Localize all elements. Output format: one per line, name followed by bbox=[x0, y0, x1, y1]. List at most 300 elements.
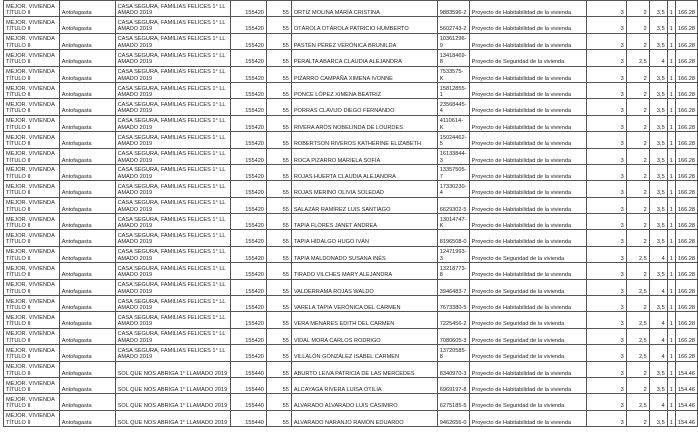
region-cell: Antofagasta bbox=[59, 214, 115, 230]
family-count-cell: 55 bbox=[266, 33, 291, 49]
project-type-cell: Proyecto de Seguridad de la vivienda bbox=[469, 394, 586, 410]
amount-cell: 166.28 bbox=[675, 66, 697, 82]
project-type-cell: Proyecto de Seguridad de la vivienda bbox=[469, 279, 586, 295]
value-b-cell: 2,5 bbox=[626, 345, 649, 361]
program-cell: MEJOR. VIVIENDA TÍTULO II bbox=[4, 148, 60, 164]
rut-cell: 4110614-K bbox=[437, 115, 469, 131]
value-a-cell: 3 bbox=[586, 33, 626, 49]
rut-cell: 13218773-8 bbox=[437, 263, 469, 279]
region-cell: Antofagasta bbox=[59, 197, 115, 213]
region-cell: Antofagasta bbox=[59, 312, 115, 328]
amount-cell: 166.28 bbox=[675, 148, 697, 164]
program-cell: MEJOR. VIVIENDA TÍTULO II bbox=[4, 214, 60, 230]
program-cell: MEJOR. VIVIENDA TÍTULO II bbox=[4, 181, 60, 197]
project-code-cell: 155440 bbox=[231, 377, 267, 393]
value-a-cell: 3 bbox=[586, 246, 626, 262]
family-count-cell: 55 bbox=[266, 246, 291, 262]
amount-cell: 166.28 bbox=[675, 296, 697, 312]
beneficiary-name-cell: VILLALÓN GONZÁLEZ ISABEL CARMEN bbox=[291, 345, 437, 361]
project-code-cell: 155440 bbox=[231, 361, 267, 377]
region-cell: Antofagasta bbox=[59, 377, 115, 393]
amount-cell: 154.46 bbox=[675, 377, 697, 393]
beneficiary-name-cell: TIRADO VILCHES MARY ALEJANDRA bbox=[291, 263, 437, 279]
program-cell: MEJOR. VIVIENDA TÍTULO II bbox=[4, 132, 60, 148]
table-row bbox=[4, 214, 698, 230]
project-name-cell: SOL QUE NOS ABRIGA 1° LLAMADO 2019 bbox=[115, 361, 230, 377]
beneficiary-name-cell: VARELA TAPIA VERÓNICA DEL CARMEN bbox=[291, 296, 437, 312]
rut-cell: 13357505-7 bbox=[437, 164, 469, 180]
family-count-cell: 55 bbox=[266, 345, 291, 361]
project-type-cell: Proyecto de Habitabilidad de la vivienda bbox=[469, 66, 586, 82]
value-a-cell: 3 bbox=[586, 410, 626, 426]
program-cell: MEJOR. VIVIENDA TÍTULO II bbox=[4, 115, 60, 131]
program-cell: MEJOR. VIVIENDA TÍTULO II bbox=[4, 50, 60, 66]
value-c-cell: 4 bbox=[649, 50, 667, 66]
family-count-cell: 55 bbox=[266, 410, 291, 426]
program-cell: MEJOR. VIVIENDA TÍTULO II bbox=[4, 197, 60, 213]
beneficiary-name-cell: PONCE LÓPEZ XIMENA BEATRIZ bbox=[291, 82, 437, 98]
project-code-cell: 155440 bbox=[231, 394, 267, 410]
beneficiary-name-cell: VIDAL MORA CARLOS RODRIGO bbox=[291, 328, 437, 344]
program-cell: MEJOR. VIVIENDA TÍTULO II bbox=[4, 1, 60, 17]
value-a-cell: 3 bbox=[586, 66, 626, 82]
value-a-cell: 3 bbox=[586, 263, 626, 279]
project-name-cell: CASA SEGURA, FAMILIAS FELICES 1° LLAMADO 2019 bbox=[115, 50, 230, 66]
region-cell: Antofagasta bbox=[59, 33, 115, 49]
value-a-cell: 3 bbox=[586, 197, 626, 213]
value-d-cell: 1 bbox=[667, 99, 675, 115]
value-a-cell: 3 bbox=[586, 17, 626, 33]
table-row bbox=[4, 164, 698, 180]
project-name-cell: CASA SEGURA, FAMILIAS FELICES 1° LLAMADO 2019 bbox=[115, 312, 230, 328]
rut-cell: 23568445-4 bbox=[437, 99, 469, 115]
rut-cell: 10361296-9 bbox=[437, 33, 469, 49]
project-name-cell: CASA SEGURA, FAMILIAS FELICES 1° LLAMADO 2019 bbox=[115, 1, 230, 17]
project-type-cell: Proyecto de Habitabilidad de la vivienda bbox=[469, 82, 586, 98]
region-cell: Antofagasta bbox=[59, 361, 115, 377]
value-a-cell: 3 bbox=[586, 296, 626, 312]
value-d-cell: 1 bbox=[667, 312, 675, 328]
table-row bbox=[4, 99, 698, 115]
beneficiary-name-cell: ALVARADO NARANJO RAMÓN EDUARDO bbox=[291, 410, 437, 426]
family-count-cell: 55 bbox=[266, 263, 291, 279]
table-row bbox=[4, 312, 698, 328]
project-type-cell: Proyecto de Habitabilidad de la vivienda bbox=[469, 296, 586, 312]
value-a-cell: 3 bbox=[586, 115, 626, 131]
family-count-cell: 55 bbox=[266, 394, 291, 410]
project-code-cell: 155420 bbox=[231, 263, 267, 279]
project-name-cell: CASA SEGURA, FAMILIAS FELICES 1° LLAMADO 2019 bbox=[115, 33, 230, 49]
table-row bbox=[4, 296, 698, 312]
value-a-cell: 3 bbox=[586, 148, 626, 164]
value-c-cell: 3,5 bbox=[649, 132, 667, 148]
project-type-cell: Proyecto de Habitabilidad de la vivienda bbox=[469, 17, 586, 33]
value-d-cell: 1 bbox=[667, 1, 675, 17]
project-name-cell: CASA SEGURA, FAMILIAS FELICES 1° LLAMADO 2019 bbox=[115, 279, 230, 295]
value-c-cell: 3,5 bbox=[649, 164, 667, 180]
value-d-cell: 1 bbox=[667, 17, 675, 33]
family-count-cell: 55 bbox=[266, 115, 291, 131]
project-code-cell: 155420 bbox=[231, 312, 267, 328]
rut-cell: 13418469-8 bbox=[437, 50, 469, 66]
rut-cell: 9462656-0 bbox=[437, 410, 469, 426]
value-a-cell: 3 bbox=[586, 345, 626, 361]
beneficiary-name-cell: ROJAS MERINO OLIVIA SOLEDAD bbox=[291, 181, 437, 197]
beneficiary-name-cell: TAPIA MALDONADO SUSANA INÉS bbox=[291, 246, 437, 262]
table-row bbox=[4, 377, 698, 393]
value-c-cell: 3,5 bbox=[649, 33, 667, 49]
project-type-cell: Proyecto de Habitabilidad de la vivienda bbox=[469, 148, 586, 164]
project-type-cell: Proyecto de Seguridad de la vivienda bbox=[469, 328, 586, 344]
program-cell: MEJOR. VIVIENDA TÍTULO II bbox=[4, 377, 60, 393]
program-cell: MEJOR. VIVIENDA TÍTULO II bbox=[4, 328, 60, 344]
value-c-cell: 3,5 bbox=[649, 361, 667, 377]
program-cell: MEJOR. VIVIENDA TÍTULO II bbox=[4, 17, 60, 33]
value-d-cell: 1 bbox=[667, 361, 675, 377]
program-cell: MEJOR. VIVIENDA TÍTULO II bbox=[4, 230, 60, 246]
value-c-cell: 3,5 bbox=[649, 214, 667, 230]
project-code-cell: 155420 bbox=[231, 82, 267, 98]
project-name-cell: CASA SEGURA, FAMILIAS FELICES 1° LLAMADO 2019 bbox=[115, 296, 230, 312]
value-c-cell: 3,5 bbox=[649, 82, 667, 98]
rut-cell: 3946483-7 bbox=[437, 279, 469, 295]
rut-cell: 8340970-3 bbox=[437, 361, 469, 377]
rut-cell: 15812855-1 bbox=[437, 82, 469, 98]
beneficiary-name-cell: VALDERRAMA ROJAS WALDO bbox=[291, 279, 437, 295]
value-b-cell: 2,5 bbox=[626, 328, 649, 344]
amount-cell: 166.28 bbox=[675, 99, 697, 115]
value-a-cell: 3 bbox=[586, 132, 626, 148]
region-cell: Antofagasta bbox=[59, 394, 115, 410]
value-a-cell: 3 bbox=[586, 361, 626, 377]
value-a-cell: 3 bbox=[586, 82, 626, 98]
rut-cell: 13720585-8 bbox=[437, 345, 469, 361]
table-row bbox=[4, 328, 698, 344]
value-b-cell: 2 bbox=[626, 115, 649, 131]
program-cell: MEJOR. VIVIENDA TÍTULO II bbox=[4, 66, 60, 82]
region-cell: Antofagasta bbox=[59, 181, 115, 197]
project-name-cell: SOL QUE NOS ABRIGA 1° LLAMADO 2019 bbox=[115, 410, 230, 426]
beneficiary-name-cell: ALCAYAGA RIVERA LUISA OTILIA bbox=[291, 377, 437, 393]
family-count-cell: 55 bbox=[266, 66, 291, 82]
family-count-cell: 55 bbox=[266, 377, 291, 393]
program-cell: MEJOR. VIVIENDA TÍTULO II bbox=[4, 279, 60, 295]
region-cell: Antofagasta bbox=[59, 296, 115, 312]
project-name-cell: CASA SEGURA, FAMILIAS FELICES 1° LLAMADO 2019 bbox=[115, 17, 230, 33]
table-row bbox=[4, 394, 698, 410]
value-b-cell: 2,5 bbox=[626, 50, 649, 66]
project-code-cell: 155420 bbox=[231, 164, 267, 180]
program-cell: MEJOR. VIVIENDA TÍTULO II bbox=[4, 263, 60, 279]
value-b-cell: 2,5 bbox=[626, 394, 649, 410]
family-count-cell: 55 bbox=[266, 164, 291, 180]
value-c-cell: 4 bbox=[649, 394, 667, 410]
region-cell: Antofagasta bbox=[59, 82, 115, 98]
project-name-cell: CASA SEGURA, FAMILIAS FELICES 1° LLAMADO 2019 bbox=[115, 197, 230, 213]
program-cell: MEJOR. VIVIENDA TÍTULO II bbox=[4, 33, 60, 49]
value-c-cell: 3,5 bbox=[649, 181, 667, 197]
project-code-cell: 155420 bbox=[231, 181, 267, 197]
project-type-cell: Proyecto de Habitabilidad de la vivienda bbox=[469, 361, 586, 377]
value-c-cell: 4 bbox=[649, 345, 667, 361]
region-cell: Antofagasta bbox=[59, 328, 115, 344]
project-code-cell: 155420 bbox=[231, 99, 267, 115]
beneficiary-name-cell: TAPIA FLORES JANET ANDREA bbox=[291, 214, 437, 230]
region-cell: Antofagasta bbox=[59, 50, 115, 66]
rut-cell: 6969197-8 bbox=[437, 377, 469, 393]
table-row bbox=[4, 1, 698, 17]
rut-cell: 7673380-5 bbox=[437, 296, 469, 312]
project-type-cell: Proyecto de Habitabilidad de la vivienda bbox=[469, 99, 586, 115]
value-c-cell: 4 bbox=[649, 312, 667, 328]
value-b-cell: 2 bbox=[626, 132, 649, 148]
table-row bbox=[4, 50, 698, 66]
beneficiary-name-cell: TAPIA HIDALGO HUGO IVÁN bbox=[291, 230, 437, 246]
value-a-cell: 3 bbox=[586, 394, 626, 410]
amount-cell: 154.46 bbox=[675, 394, 697, 410]
value-c-cell: 3,5 bbox=[649, 1, 667, 17]
project-type-cell: Proyecto de Habitabilidad de la vivienda bbox=[469, 197, 586, 213]
value-a-cell: 3 bbox=[586, 328, 626, 344]
value-d-cell: 1 bbox=[667, 263, 675, 279]
value-d-cell: 1 bbox=[667, 164, 675, 180]
value-d-cell: 1 bbox=[667, 82, 675, 98]
program-cell: MEJOR. VIVIENDA TÍTULO II bbox=[4, 82, 60, 98]
table-row bbox=[4, 181, 698, 197]
project-name-cell: CASA SEGURA, FAMILIAS FELICES 1° LLAMADO 2019 bbox=[115, 82, 230, 98]
project-name-cell: CASA SEGURA, FAMILIAS FELICES 1° LLAMADO 2019 bbox=[115, 246, 230, 262]
value-b-cell: 2,5 bbox=[626, 279, 649, 295]
value-a-cell: 3 bbox=[586, 50, 626, 66]
project-type-cell: Proyecto de Habitabilidad de la vivienda bbox=[469, 214, 586, 230]
rut-cell: 6275185-5 bbox=[437, 394, 469, 410]
project-code-cell: 155420 bbox=[231, 115, 267, 131]
family-count-cell: 55 bbox=[266, 361, 291, 377]
project-type-cell: Proyecto de Habitabilidad de la vivienda bbox=[469, 115, 586, 131]
value-b-cell: 2 bbox=[626, 181, 649, 197]
project-code-cell: 155420 bbox=[231, 66, 267, 82]
table-row bbox=[4, 33, 698, 49]
value-d-cell: 1 bbox=[667, 345, 675, 361]
value-b-cell: 2 bbox=[626, 17, 649, 33]
family-count-cell: 55 bbox=[266, 181, 291, 197]
rut-cell: 5602743-2 bbox=[437, 17, 469, 33]
beneficiary-name-cell: OTÁROLA OTÁROLA PATRICIO HUMBERTO bbox=[291, 17, 437, 33]
value-b-cell: 2 bbox=[626, 214, 649, 230]
project-code-cell: 155440 bbox=[231, 410, 267, 426]
value-a-cell: 3 bbox=[586, 181, 626, 197]
value-c-cell: 3,5 bbox=[649, 66, 667, 82]
value-b-cell: 2 bbox=[626, 33, 649, 49]
project-type-cell: Proyecto de Habitabilidad de la vivienda bbox=[469, 132, 586, 148]
project-name-cell: CASA SEGURA, FAMILIAS FELICES 1° LLAMADO 2019 bbox=[115, 263, 230, 279]
program-cell: MEJOR. VIVIENDA TÍTULO II bbox=[4, 345, 60, 361]
value-d-cell: 1 bbox=[667, 246, 675, 262]
project-code-cell: 155420 bbox=[231, 230, 267, 246]
program-cell: MEJOR. VIVIENDA TÍTULO II bbox=[4, 164, 60, 180]
rut-cell: 16133844-3 bbox=[437, 148, 469, 164]
project-code-cell: 155420 bbox=[231, 214, 267, 230]
rut-cell: 12471993-3 bbox=[437, 246, 469, 262]
value-c-cell: 3,5 bbox=[649, 17, 667, 33]
rut-cell: 17330230-4 bbox=[437, 181, 469, 197]
table-body bbox=[4, 1, 698, 427]
beneficiary-name-cell: PASTÉN PÉREZ VERÓNICA BRUNILDA bbox=[291, 33, 437, 49]
value-a-cell: 3 bbox=[586, 377, 626, 393]
value-d-cell: 1 bbox=[667, 115, 675, 131]
region-cell: Antofagasta bbox=[59, 230, 115, 246]
beneficiary-name-cell: ORTIZ MOLINA MARÍA CRISTINA bbox=[291, 1, 437, 17]
project-name-cell: CASA SEGURA, FAMILIAS FELICES 1° LLAMADO 2019 bbox=[115, 164, 230, 180]
amount-cell: 166.28 bbox=[675, 214, 697, 230]
program-cell: MEJOR. VIVIENDA TÍTULO II bbox=[4, 410, 60, 426]
beneficiary-name-cell: PORRAS CLAVIJO DIEGO FERNANDO bbox=[291, 99, 437, 115]
project-code-cell: 155420 bbox=[231, 50, 267, 66]
value-a-cell: 3 bbox=[586, 312, 626, 328]
family-count-cell: 55 bbox=[266, 214, 291, 230]
amount-cell: 166.28 bbox=[675, 328, 697, 344]
table-row bbox=[4, 263, 698, 279]
program-cell: MEJOR. VIVIENDA TÍTULO II bbox=[4, 246, 60, 262]
value-a-cell: 3 bbox=[586, 99, 626, 115]
project-type-cell: Proyecto de Seguridad de la vivienda bbox=[469, 246, 586, 262]
table-row bbox=[4, 246, 698, 262]
amount-cell: 166.28 bbox=[675, 17, 697, 33]
project-type-cell: Proyecto de Habitabilidad de la vivienda bbox=[469, 33, 586, 49]
value-a-cell: 3 bbox=[586, 279, 626, 295]
program-cell: MEJOR. VIVIENDA TÍTULO II bbox=[4, 99, 60, 115]
project-type-cell: Proyecto de Habitabilidad de la vivienda bbox=[469, 164, 586, 180]
value-d-cell: 1 bbox=[667, 66, 675, 82]
amount-cell: 166.28 bbox=[675, 345, 697, 361]
project-code-cell: 155420 bbox=[231, 148, 267, 164]
amount-cell: 166.28 bbox=[675, 181, 697, 197]
value-d-cell: 1 bbox=[667, 197, 675, 213]
value-c-cell: 4 bbox=[649, 279, 667, 295]
project-name-cell: CASA SEGURA, FAMILIAS FELICES 1° LLAMADO 2019 bbox=[115, 181, 230, 197]
rut-cell: 6629302-5 bbox=[437, 197, 469, 213]
amount-cell: 166.28 bbox=[675, 50, 697, 66]
value-d-cell: 1 bbox=[667, 296, 675, 312]
project-name-cell: SOL QUE NOS ABRIGA 1° LLAMADO 2019 bbox=[115, 377, 230, 393]
beneficiary-name-cell: ALVARADO ALVARADO LUIS CASIMIRO bbox=[291, 394, 437, 410]
rut-cell: 13014747-K bbox=[437, 214, 469, 230]
table-row bbox=[4, 361, 698, 377]
region-cell: Antofagasta bbox=[59, 132, 115, 148]
project-code-cell: 155420 bbox=[231, 1, 267, 17]
beneficiary-name-cell: PERALTA ABARCA CLAUDIA ALEJANDRA bbox=[291, 50, 437, 66]
rut-cell: 7225456-2 bbox=[437, 312, 469, 328]
region-cell: Antofagasta bbox=[59, 279, 115, 295]
project-name-cell: CASA SEGURA, FAMILIAS FELICES 1° LLAMADO 2019 bbox=[115, 230, 230, 246]
table-row bbox=[4, 410, 698, 426]
value-c-cell: 3,5 bbox=[649, 410, 667, 426]
family-count-cell: 55 bbox=[266, 230, 291, 246]
family-count-cell: 55 bbox=[266, 279, 291, 295]
amount-cell: 166.28 bbox=[675, 197, 697, 213]
value-d-cell: 1 bbox=[667, 50, 675, 66]
program-cell: MEJOR. VIVIENDA TÍTULO II bbox=[4, 296, 60, 312]
region-cell: Antofagasta bbox=[59, 99, 115, 115]
family-count-cell: 55 bbox=[266, 197, 291, 213]
amount-cell: 166.28 bbox=[675, 246, 697, 262]
region-cell: Antofagasta bbox=[59, 1, 115, 17]
amount-cell: 166.28 bbox=[675, 279, 697, 295]
value-a-cell: 3 bbox=[586, 164, 626, 180]
family-count-cell: 55 bbox=[266, 17, 291, 33]
project-type-cell: Proyecto de Seguridad de la vivienda bbox=[469, 50, 586, 66]
table-row bbox=[4, 115, 698, 131]
program-cell: MEJOR. VIVIENDA TÍTULO II bbox=[4, 361, 60, 377]
region-cell: Antofagasta bbox=[59, 66, 115, 82]
project-name-cell: CASA SEGURA, FAMILIAS FELICES 1° LLAMADO 2019 bbox=[115, 345, 230, 361]
value-d-cell: 1 bbox=[667, 181, 675, 197]
family-count-cell: 55 bbox=[266, 312, 291, 328]
value-b-cell: 2,5 bbox=[626, 246, 649, 262]
family-count-cell: 55 bbox=[266, 50, 291, 66]
amount-cell: 166.28 bbox=[675, 164, 697, 180]
region-cell: Antofagasta bbox=[59, 410, 115, 426]
beneficiary-name-cell: RIVERA AROS NOBELINDA DE LOURDES bbox=[291, 115, 437, 131]
project-name-cell: CASA SEGURA, FAMILIAS FELICES 1° LLAMADO 2019 bbox=[115, 115, 230, 131]
amount-cell: 166.28 bbox=[675, 33, 697, 49]
value-c-cell: 3,5 bbox=[649, 230, 667, 246]
project-type-cell: Proyecto de Habitabilidad de la vivienda bbox=[469, 230, 586, 246]
value-d-cell: 1 bbox=[667, 148, 675, 164]
amount-cell: 166.28 bbox=[675, 1, 697, 17]
rut-cell: 7080605-3 bbox=[437, 328, 469, 344]
project-type-cell: Proyecto de Habitabilidad de la vivienda bbox=[469, 377, 586, 393]
beneficiary-name-cell: ABURTO LEIVA PATRICIA DE LAS MERCEDES bbox=[291, 361, 437, 377]
project-type-cell: Proyecto de Habitabilidad de la vivienda bbox=[469, 181, 586, 197]
rut-cell: 15024462-5 bbox=[437, 132, 469, 148]
value-c-cell: 3,5 bbox=[649, 115, 667, 131]
amount-cell: 166.28 bbox=[675, 230, 697, 246]
value-d-cell: 1 bbox=[667, 410, 675, 426]
value-c-cell: 3,5 bbox=[649, 197, 667, 213]
family-count-cell: 55 bbox=[266, 99, 291, 115]
value-b-cell: 2 bbox=[626, 296, 649, 312]
region-cell: Antofagasta bbox=[59, 17, 115, 33]
table-row bbox=[4, 66, 698, 82]
value-b-cell: 2 bbox=[626, 164, 649, 180]
project-type-cell: Proyecto de Habitabilidad de la vivienda bbox=[469, 410, 586, 426]
value-b-cell: 2 bbox=[626, 82, 649, 98]
value-d-cell: 1 bbox=[667, 394, 675, 410]
amount-cell: 154.46 bbox=[675, 361, 697, 377]
table-row bbox=[4, 345, 698, 361]
value-d-cell: 1 bbox=[667, 132, 675, 148]
value-c-cell: 3,5 bbox=[649, 263, 667, 279]
project-name-cell: CASA SEGURA, FAMILIAS FELICES 1° LLAMADO 2019 bbox=[115, 148, 230, 164]
family-count-cell: 55 bbox=[266, 82, 291, 98]
value-b-cell: 2 bbox=[626, 148, 649, 164]
project-code-cell: 155420 bbox=[231, 345, 267, 361]
value-b-cell: 2 bbox=[626, 263, 649, 279]
table-row bbox=[4, 230, 698, 246]
region-cell: Antofagasta bbox=[59, 164, 115, 180]
amount-cell: 166.28 bbox=[675, 263, 697, 279]
value-a-cell: 3 bbox=[586, 230, 626, 246]
value-d-cell: 1 bbox=[667, 214, 675, 230]
region-cell: Antofagasta bbox=[59, 345, 115, 361]
amount-cell: 154.46 bbox=[675, 410, 697, 426]
project-type-cell: Proyecto de Habitabilidad de la vivienda bbox=[469, 263, 586, 279]
value-b-cell: 2 bbox=[626, 1, 649, 17]
value-a-cell: 3 bbox=[586, 214, 626, 230]
rut-cell: 8196508-0 bbox=[437, 230, 469, 246]
beneficiary-name-cell: ROCA PIZARRO MARIELA SOFÍA bbox=[291, 148, 437, 164]
